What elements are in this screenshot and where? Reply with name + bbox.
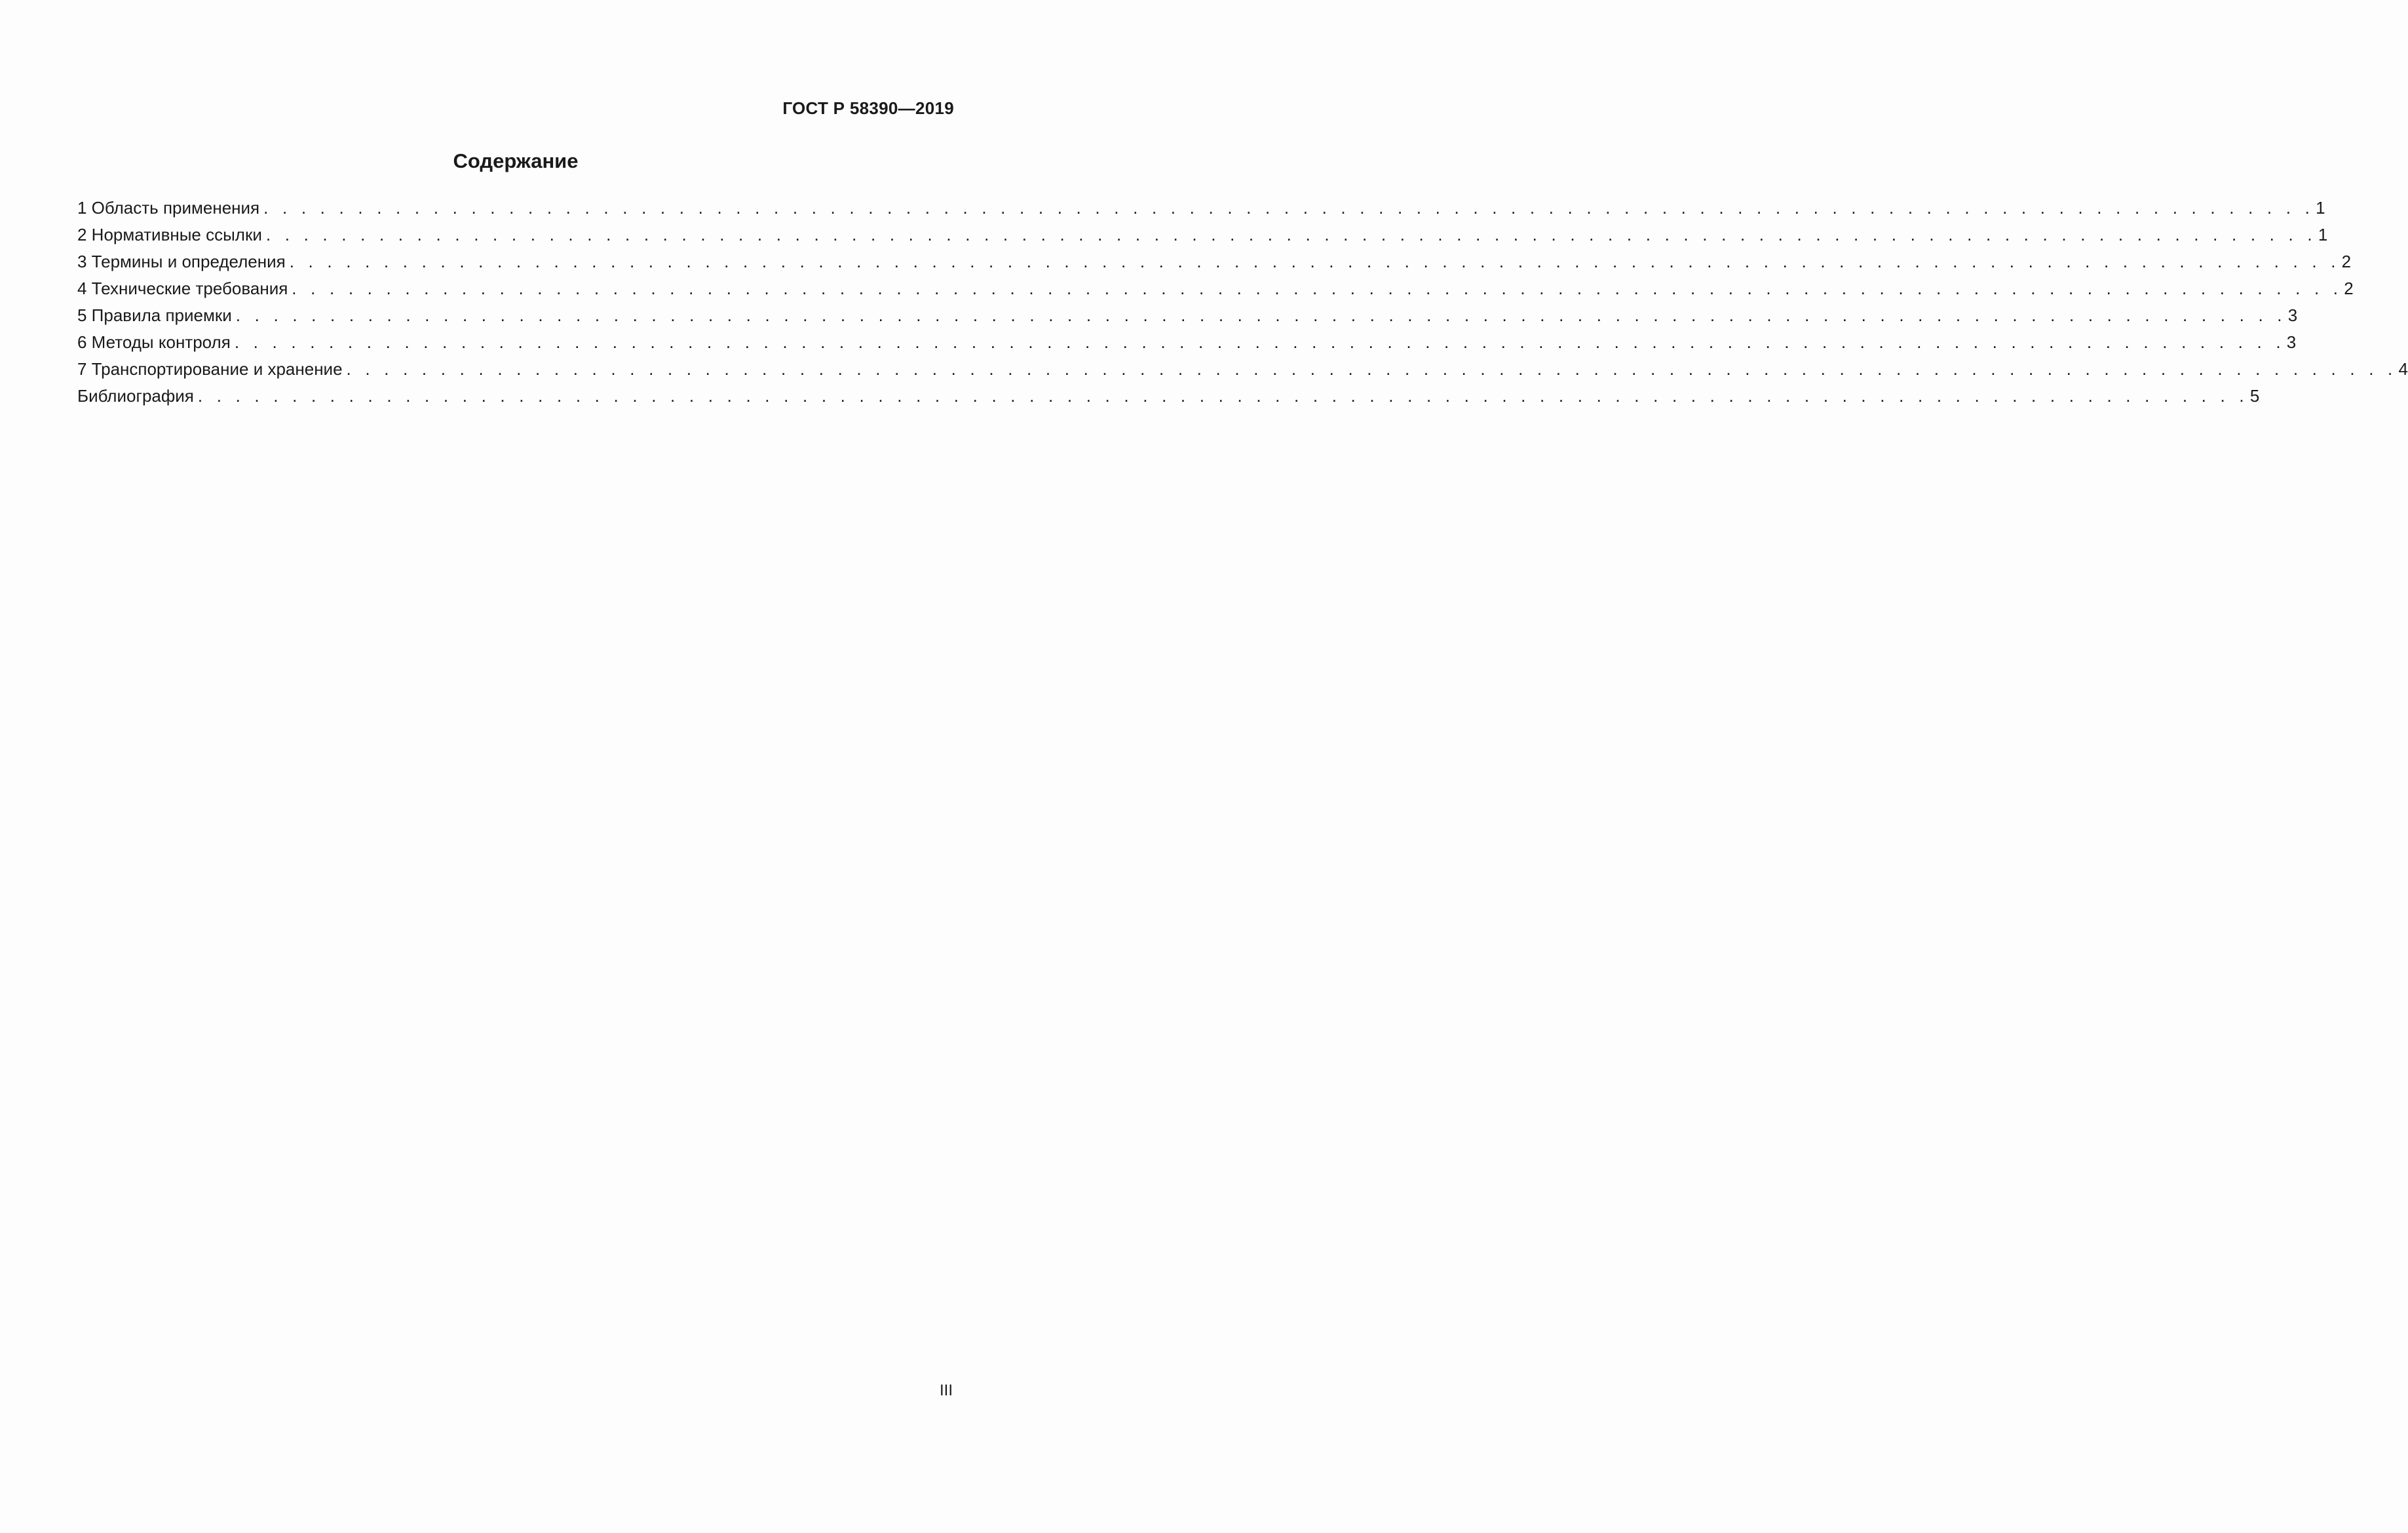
- toc-entry-page: 2: [2341, 252, 2352, 271]
- toc-entry-page: 3: [2287, 305, 2298, 325]
- toc-entry[interactable]: [77, 222, 2328, 248]
- toc-entry-page: 5: [2249, 386, 2260, 406]
- toc-entry-page: 4: [2398, 359, 2408, 379]
- toc-entry-label: Библиография: [77, 386, 194, 406]
- toc-entry[interactable]: [77, 356, 2408, 383]
- document-code: ГОСТ Р 58390—2019: [782, 98, 954, 118]
- toc-entry-page: 1: [2318, 225, 2328, 244]
- toc-entry[interactable]: [77, 329, 2297, 356]
- toc-entry-label: 4 Технические требования: [77, 279, 288, 298]
- toc-entry-page: 3: [2286, 332, 2297, 352]
- dot-leader: . . . . . . . . . . . . . . . . . . . . . . . . . . . . . . . . . . . . . . . . . . . . . . . . . . . . . . . . . . . . . . . . . . . . . . . . . . . . . . . . . . . . . . . . . . . . . . . . . . . . . . . . . . . . .: [235, 305, 2287, 325]
- dot-leader: . . . . . . . . . . . . . . . . . . . . . . . . . . . . . . . . . . . . . . . . . . . . . . . . . . . . . . . . . . . . . . . . . . . . . . . . . . . . . . . . . . . . . . . . . . . . . . . . . . . . . . . . . . . . .: [265, 225, 2317, 244]
- toc-entry[interactable]: [77, 302, 2298, 329]
- page-title: Содержание: [453, 149, 579, 172]
- dot-leader: . . . . . . . . . . . . . . . . . . . . . . . . . . . . . . . . . . . . . . . . . . . . . . . . . . . . . . . . . . . . . . . . . . . . . . . . . . . . . . . . . . . . . . . . . . . . . . . . . . . . . . . . . . . . .: [292, 279, 2343, 298]
- dot-leader: . . . . . . . . . . . . . . . . . . . . . . . . . . . . . . . . . . . . . . . . . . . . . . . . . . . . . . . . . . . . . . . . . . . . . . . . . . . . . . . . . . . . . . . . . . . . . . . . . . . . . . . . . . . . .: [197, 386, 2249, 406]
- page-number: III: [939, 1382, 953, 1399]
- toc-entry-label: 1 Область применения: [77, 198, 260, 218]
- toc-entry[interactable]: [77, 248, 2352, 275]
- toc-entry-label: 7 Транспортирование и хранение: [77, 359, 343, 379]
- dot-leader: . . . . . . . . . . . . . . . . . . . . . . . . . . . . . . . . . . . . . . . . . . . . . . . . . . . . . . . . . . . . . . . . . . . . . . . . . . . . . . . . . . . . . . . . . . . . . . . . . . . . . . . . . . . . .: [234, 332, 2285, 352]
- dot-leader: . . . . . . . . . . . . . . . . . . . . . . . . . . . . . . . . . . . . . . . . . . . . . . . . . . . . . . . . . . . . . . . . . . . . . . . . . . . . . . . . . . . . . . . . . . . . . . . . . . . . . . . . . . . . .: [263, 198, 2315, 218]
- dot-leader: . . . . . . . . . . . . . . . . . . . . . . . . . . . . . . . . . . . . . . . . . . . . . . . . . . . . . . . . . . . . . . . . . . . . . . . . . . . . . . . . . . . . . . . . . . . . . . . . . . . . . . . . . . . . .: [346, 359, 2398, 379]
- toc-entry[interactable]: [77, 195, 2325, 222]
- table-of-contents: [77, 195, 2408, 410]
- toc-entry[interactable]: [77, 275, 2354, 302]
- toc-entry-label: 5 Правила приемки: [77, 305, 232, 325]
- toc-entry-page: 1: [2316, 198, 2325, 218]
- toc-entry-label: 3 Термины и определения: [77, 252, 286, 271]
- dot-leader: . . . . . . . . . . . . . . . . . . . . . . . . . . . . . . . . . . . . . . . . . . . . . . . . . . . . . . . . . . . . . . . . . . . . . . . . . . . . . . . . . . . . . . . . . . . . . . . . . . . . . . . . . . . . .: [289, 252, 2341, 271]
- toc-entry-label: 6 Методы контроля: [77, 332, 231, 352]
- toc-entry-label: 2 Нормативные ссылки: [77, 225, 262, 244]
- toc-entry-page: 2: [2344, 279, 2354, 298]
- toc-entry[interactable]: [77, 383, 2260, 410]
